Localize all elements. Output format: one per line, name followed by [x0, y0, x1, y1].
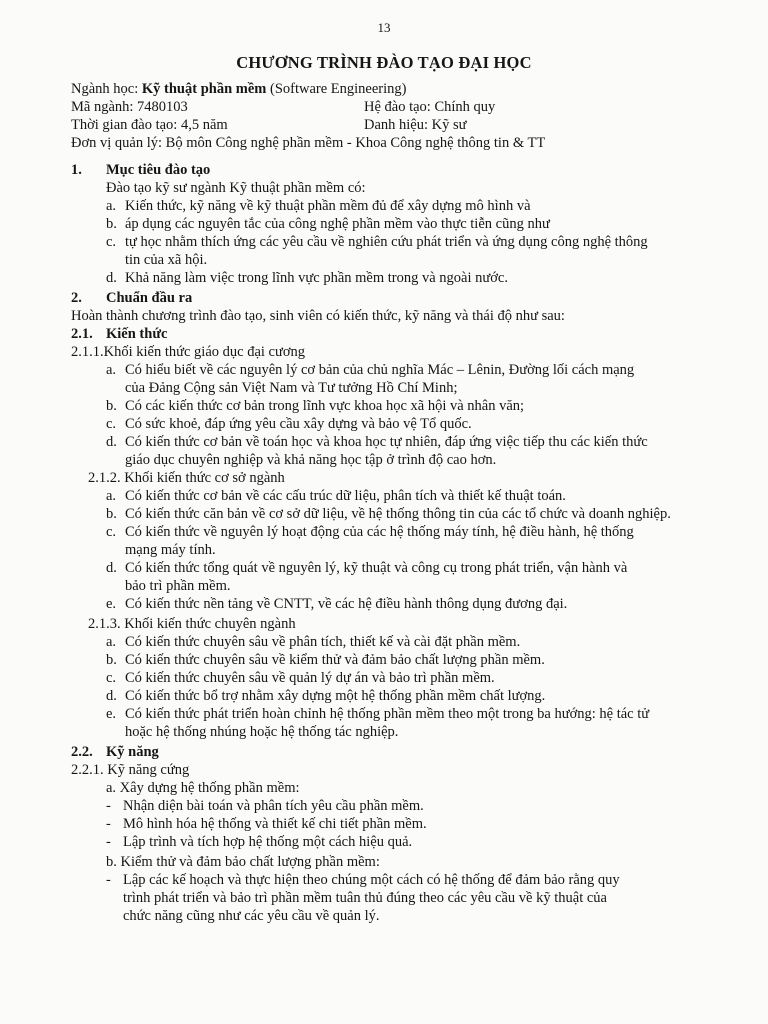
list-item-text: Có hiểu biết về các nguyên lý cơ bản của chủ nghĩa Mác – Lênin, Đường lối cách mạng [125, 362, 635, 378]
list-item-text: Mô hình hóa hệ thống và thiết kế chi tiết phần mềm. [123, 816, 427, 832]
list-marker: b. [106, 216, 117, 232]
list-item-text: Khả năng làm việc trong lĩnh vực phần mềm trong và ngoài nước. [125, 270, 508, 286]
meta-code: Mã ngành: 7480103 [71, 99, 188, 115]
document-title: CHƯƠNG TRÌNH ĐÀO TẠO ĐẠI HỌC [236, 53, 532, 72]
list-item-text: Lập trình và tích hợp hệ thống một cách hiệu quả. [123, 834, 413, 850]
list-marker: d. [106, 688, 117, 704]
list-marker: c. [106, 524, 117, 540]
section-number: 2.1. [71, 326, 93, 342]
list-marker: b. [106, 652, 117, 668]
list-item-continuation: hoặc hệ thống nhúng hoặc hệ thống tác nghiệp. [125, 724, 399, 740]
subsection-2-1-2-title: 2.1.2. Khối kiến thức cơ sở ngành [88, 470, 285, 486]
list-item-text: Có kiến thức chuyên sâu về phân tích, thiết kế và cài đặt phần mềm. [125, 634, 521, 650]
list-marker: c. [106, 234, 117, 250]
list-item-continuation: tin của xã hội. [125, 252, 208, 268]
section-number: 2. [71, 290, 82, 306]
list-item-text: áp dụng các nguyên tắc của công nghệ phần mềm vào thực tiễn cũng như [125, 216, 550, 232]
list-item-text: Có kiến thức chuyên sâu về quản lý dự án và bảo trì phần mềm. [125, 670, 495, 686]
meta-unit: Đơn vị quản lý: Bộ môn Công nghệ phần mềm - Khoa Công nghệ thông tin & TT [71, 135, 546, 151]
list-item-continuation: bảo trì phần mềm. [125, 578, 231, 594]
list-marker: d. [106, 270, 117, 286]
list-item-text: Có kiến thức về nguyên lý hoạt động của các hệ thống máy tính, hệ điều hành, hệ thống [125, 524, 634, 540]
list-marker: a. [106, 362, 117, 378]
section-title: Mục tiêu đào tạo [106, 162, 211, 178]
list-item-text: Có các kiến thức cơ bản trong lĩnh vực khoa học xã hội và nhân văn; [125, 398, 525, 414]
meta-major [71, 80, 406, 98]
list-item-text: Có kiến thức nền tảng về CNTT, về các hệ điều hành thông dụng đương đại. [125, 596, 568, 612]
list-marker: a. [106, 634, 117, 650]
list-item-text: Có kiến thức chuyên sâu về kiểm thử và đảm bảo chất lượng phần mềm. [125, 652, 545, 668]
list-marker: - [106, 834, 111, 850]
list-marker: c. [106, 670, 117, 686]
list-item-continuation: giáo dục chuyên nghiệp và khả năng học tập ở trình độ cao hơn. [125, 452, 497, 468]
list-item-text: Có kiến thức tổng quát về nguyên lý, kỹ thuật và công cụ trong phát triển, vận hành và [125, 560, 628, 576]
list-item-text: Có kiến thức phát triển hoàn chỉnh hệ thống phần mềm theo một trong ba hướng: hệ tác tử [125, 706, 650, 722]
list-item-text: Nhận diện bài toán và phân tích yêu cầu phần mềm. [123, 798, 424, 814]
section-title: Kiến thức [106, 326, 168, 342]
list-item-continuation: mạng máy tính. [125, 542, 216, 558]
list-item-text: Có kiến thức căn bản về cơ sở dữ liệu, về hệ thống thông tin của các tổ chức và doanh nghiệp. [125, 506, 671, 522]
list-marker: e. [106, 706, 117, 722]
list-marker: - [106, 816, 111, 832]
list-marker: - [106, 798, 111, 814]
meta-system: Hệ đào tạo: Chính quy [364, 99, 496, 115]
list-marker: b. [106, 398, 117, 414]
list-marker: b. [106, 506, 117, 522]
subsection-2-2-1-title: 2.2.1. Kỹ năng cứng [71, 762, 190, 778]
skill-group-b: b. Kiểm thử và đảm bảo chất lượng phần mềm: [106, 854, 380, 870]
list-marker: e. [106, 596, 117, 612]
section-title: Kỹ năng [106, 744, 159, 760]
skill-group-a: a. Xây dựng hệ thống phần mềm: [106, 780, 300, 796]
list-marker: a. [106, 488, 117, 504]
list-item-text: Có kiến thức cơ bản về các cấu trúc dữ liệu, phân tích và thiết kế thuật toán. [125, 488, 566, 504]
list-marker: a. [106, 198, 117, 214]
list-item-text: Có sức khoẻ, đáp ứng yêu cầu xây dựng và bảo vệ Tổ quốc. [125, 416, 472, 432]
section-1-intro: Đào tạo kỹ sư ngành Kỹ thuật phần mềm có: [106, 180, 366, 196]
list-item-text: tự học nhằm thích ứng các yêu cầu về nghiên cứu phát triển và ứng dụng công nghệ thông [125, 234, 648, 250]
meta-degree: Danh hiệu: Kỹ sư [364, 117, 467, 133]
list-marker: - [106, 872, 111, 888]
list-item-continuation: của Đảng Cộng sản Việt Nam và Tư tưởng Hồ Chí Minh; [125, 380, 458, 396]
page-number: 13 [377, 20, 391, 35]
list-item-text: Lập các kế hoạch và thực hiện theo chúng một cách có hệ thống để đảm bảo rằng quy [123, 872, 620, 888]
meta-major-label: Ngành học: [71, 81, 142, 97]
section-number: 1. [71, 162, 82, 178]
section-title: Chuẩn đầu ra [106, 290, 193, 306]
list-item-text: Có kiến thức bổ trợ nhằm xây dựng một hệ thống phần mềm chất lượng. [125, 688, 546, 704]
meta-duration: Thời gian đào tạo: 4,5 năm [71, 117, 228, 133]
section-2-intro: Hoàn thành chương trình đào tạo, sinh viên có kiến thức, kỹ năng và thái độ như sau: [71, 308, 565, 324]
subsection-2-1-3-title: 2.1.3. Khối kiến thức chuyên ngành [88, 616, 296, 632]
meta-major-en: (Software Engineering) [266, 81, 407, 97]
subsection-2-1-1-title: 2.1.1.Khối kiến thức giáo dục đại cương [71, 344, 305, 360]
meta-major-value: Kỹ thuật phần mềm [141, 81, 267, 97]
list-item-text: Có kiến thức cơ bản về toán học và khoa học tự nhiên, đáp ứng việc tiếp thu các kiến thức [125, 434, 648, 450]
list-item-continuation: chức năng cũng như các yêu cầu về quản lý. [123, 908, 380, 924]
list-item-text: Kiến thức, kỹ năng về kỹ thuật phần mềm đủ để xây dựng mô hình và [125, 198, 531, 214]
list-marker: c. [106, 416, 117, 432]
list-item-continuation: trình phát triển và bảo trì phần mềm tuân thủ đúng theo các yêu cầu về kỹ thuật của [123, 890, 607, 906]
section-number: 2.2. [71, 744, 93, 760]
list-marker: d. [106, 560, 117, 576]
list-marker: d. [106, 434, 117, 450]
